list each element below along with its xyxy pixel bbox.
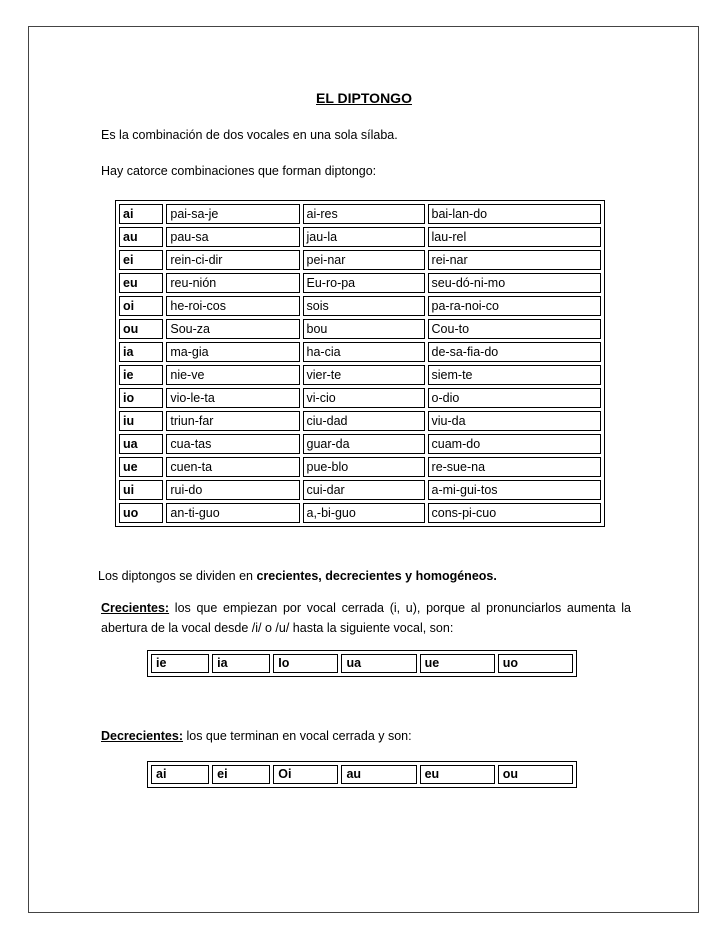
- decrecientes-cell: Oi: [273, 765, 338, 784]
- page-title: EL DIPTONGO: [316, 90, 412, 106]
- example-cell: ciu-dad: [303, 411, 425, 431]
- example-cell: ma-gia: [166, 342, 299, 362]
- diphthong-cell: ei: [119, 250, 163, 270]
- example-cell: Eu-ro-pa: [303, 273, 425, 293]
- example-cell: cons-pi-cuo: [428, 503, 601, 523]
- example-cell: cui-dar: [303, 480, 425, 500]
- crecientes-cell: uo: [498, 654, 573, 673]
- diphthong-cell: ai: [119, 204, 163, 224]
- table-row: [119, 457, 601, 477]
- example-cell: seu-dó-ni-mo: [428, 273, 601, 293]
- example-cell: bai-lan-do: [428, 204, 601, 224]
- table-row: [119, 365, 601, 385]
- example-cell: rei-nar: [428, 250, 601, 270]
- diphthong-cell: oi: [119, 296, 163, 316]
- example-cell: pa-ra-noi-co: [428, 296, 601, 316]
- example-cell: Cou-to: [428, 319, 601, 339]
- example-cell: rein-ci-dir: [166, 250, 299, 270]
- decrecientes-cell: eu: [420, 765, 495, 784]
- table-row: [119, 411, 601, 431]
- example-cell: sois: [303, 296, 425, 316]
- diphthong-cell: ue: [119, 457, 163, 477]
- example-cell: cuen-ta: [166, 457, 299, 477]
- diphthong-cell: ia: [119, 342, 163, 362]
- table-row: [119, 204, 601, 224]
- crecientes-label: Crecientes:: [101, 601, 170, 615]
- example-cell: cuam-do: [428, 434, 601, 454]
- example-cell: guar-da: [303, 434, 425, 454]
- example-cell: vi-cio: [303, 388, 425, 408]
- example-cell: re-sue-na: [428, 457, 601, 477]
- table-row: [119, 319, 601, 339]
- division-sentence: Los diptongos se dividen en crecientes, decrecientes y homogéneos.: [98, 569, 497, 583]
- intro-definition: Es la combinación de dos vocales en una sola sílaba.: [101, 128, 398, 142]
- example-cell: bou: [303, 319, 425, 339]
- example-cell: pei-nar: [303, 250, 425, 270]
- example-cell: a-mi-gui-tos: [428, 480, 601, 500]
- diphthong-cell: eu: [119, 273, 163, 293]
- decrecientes-cell: au: [341, 765, 416, 784]
- crecientes-cell: ua: [341, 654, 416, 673]
- decrecientes-paragraph: Decrecientes: los que terminan en vocal cerrada y son:: [101, 729, 412, 743]
- table-row: [119, 388, 601, 408]
- example-cell: nie-ve: [166, 365, 299, 385]
- example-cell: ai-res: [303, 204, 425, 224]
- decrecientes-cell: ou: [498, 765, 573, 784]
- table-row: [119, 480, 601, 500]
- table-row: [119, 296, 601, 316]
- example-cell: rui-do: [166, 480, 299, 500]
- example-cell: jau-la: [303, 227, 425, 247]
- diphthong-cell: uo: [119, 503, 163, 523]
- decrecientes-label: Decrecientes:: [101, 729, 183, 743]
- diphthong-cell: io: [119, 388, 163, 408]
- example-cell: reu-nión: [166, 273, 299, 293]
- table-row: [119, 434, 601, 454]
- example-cell: pai-sa-je: [166, 204, 299, 224]
- table-row: [119, 227, 601, 247]
- example-cell: vio-le-ta: [166, 388, 299, 408]
- decrecientes-cell: ai: [151, 765, 209, 784]
- example-cell: pue-blo: [303, 457, 425, 477]
- crecientes-cell: ie: [151, 654, 209, 673]
- crecientes-cell: ue: [420, 654, 495, 673]
- crecientes-cell: ia: [212, 654, 270, 673]
- intro-count: Hay catorce combinaciones que forman diptongo:: [101, 164, 377, 178]
- diphthong-cell: ou: [119, 319, 163, 339]
- decrecientes-table: [147, 761, 577, 788]
- example-cell: siem-te: [428, 365, 601, 385]
- example-cell: o-dio: [428, 388, 601, 408]
- decrecientes-cell: ei: [212, 765, 270, 784]
- example-cell: he-roi-cos: [166, 296, 299, 316]
- table-row: [119, 503, 601, 523]
- example-cell: cua-tas: [166, 434, 299, 454]
- table-row: [119, 273, 601, 293]
- example-cell: pau-sa: [166, 227, 299, 247]
- example-cell: a,-bi-guo: [303, 503, 425, 523]
- diphthong-cell: au: [119, 227, 163, 247]
- crecientes-table: [147, 650, 577, 677]
- table-row: [119, 250, 601, 270]
- diphthong-table: [115, 200, 605, 527]
- diphthong-cell: ie: [119, 365, 163, 385]
- example-cell: lau-rel: [428, 227, 601, 247]
- example-cell: an-ti-guo: [166, 503, 299, 523]
- crecientes-paragraph: Crecientes: los que empiezan por vocal cerrada (i, u), porque al pronunciarlos aumenta la abertura de la vocal desde /i/ o /u/ hasta la siguiente vocal, son:: [101, 601, 631, 635]
- example-cell: viu-da: [428, 411, 601, 431]
- example-cell: de-sa-fia-do: [428, 342, 601, 362]
- table-row: [119, 342, 601, 362]
- example-cell: Sou-za: [166, 319, 299, 339]
- example-cell: vier-te: [303, 365, 425, 385]
- diphthong-cell: iu: [119, 411, 163, 431]
- example-cell: ha-cia: [303, 342, 425, 362]
- diphthong-cell: ua: [119, 434, 163, 454]
- crecientes-cell: Io: [273, 654, 338, 673]
- example-cell: triun-far: [166, 411, 299, 431]
- diphthong-cell: ui: [119, 480, 163, 500]
